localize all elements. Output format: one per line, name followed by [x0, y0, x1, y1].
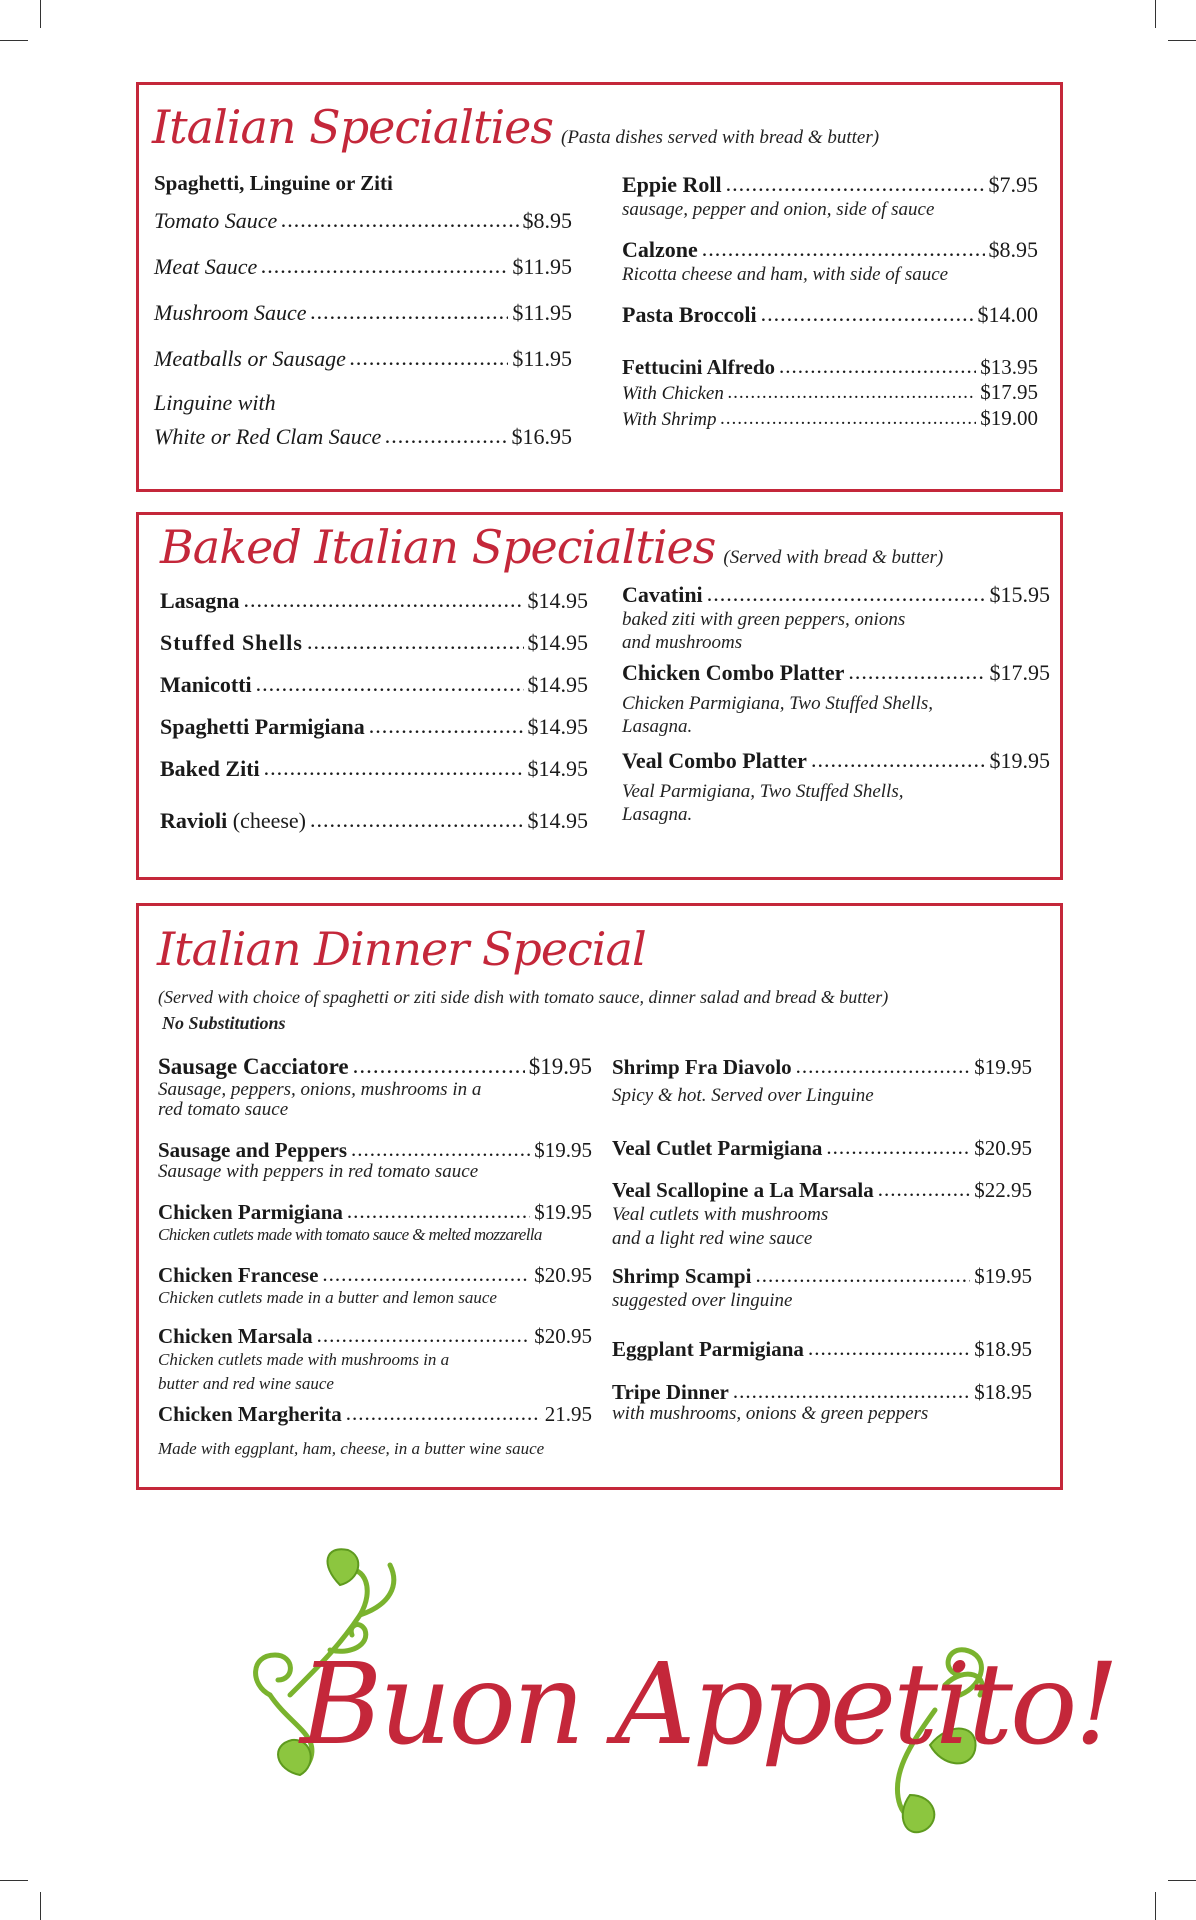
item-name: Fettucini Alfredo: [622, 355, 776, 379]
item-description: Chicken cutlets made with mushrooms in a: [158, 1350, 450, 1369]
menu-item: [154, 300, 572, 326]
item-description: red tomato sauce: [158, 1099, 289, 1120]
item-description: Chicken Parmigiana, Two Stuffed Shells,: [622, 693, 934, 714]
item-name: Chicken Marsala: [158, 1324, 313, 1348]
item-name: Calzone: [622, 237, 698, 262]
menu-item: [622, 172, 1038, 198]
item-description: and a light red wine sauce: [612, 1228, 813, 1249]
item-price: $19.00: [980, 406, 1038, 430]
item-name: Shrimp Scampi: [612, 1264, 752, 1288]
s1-left-column: [154, 170, 572, 450]
item-price: $19.95: [974, 1264, 1032, 1288]
menu-item: [158, 1200, 592, 1224]
menu-item: [612, 1177, 1032, 1203]
crop-mark: [0, 1880, 28, 1881]
item-name: Shrimp Fra Diavolo: [612, 1055, 792, 1079]
menu-item: [160, 808, 588, 834]
item-description: Chicken cutlets made in a butter and lemon sauce: [158, 1288, 497, 1307]
item-name: Baked Ziti: [160, 756, 260, 781]
menu-item: [154, 346, 572, 372]
item-price: $20.95: [534, 1324, 592, 1348]
menu-item: [622, 302, 1038, 328]
item-description: with mushrooms, onions & green peppers: [612, 1403, 929, 1424]
item-name: Veal Cutlet Parmigiana: [612, 1136, 823, 1160]
item-description: Veal cutlets with mushrooms: [612, 1204, 829, 1225]
menu-item: [622, 354, 1038, 380]
item-name: Spaghetti Parmigiana: [160, 714, 365, 739]
item-price: $22.95: [974, 1178, 1032, 1202]
item-name: White or Red Clam Sauce: [154, 424, 382, 449]
menu-item: [160, 672, 588, 698]
dinner-special-title: [157, 922, 646, 976]
crop-mark: [1168, 40, 1196, 41]
s3-right-column: [612, 1054, 1032, 1424]
item-price: $14.95: [527, 630, 588, 655]
item-description: baked ziti with green peppers, onions: [622, 609, 906, 630]
item-name: Tomato Sauce: [154, 208, 278, 233]
menu-item: [612, 1336, 1032, 1362]
menu-item: [160, 756, 588, 782]
item-name: Meat Sauce: [154, 254, 258, 279]
section-note: (Served with bread & butter): [723, 547, 944, 568]
item-name: Chicken Combo Platter: [622, 660, 845, 685]
item-price: $15.95: [989, 582, 1050, 607]
item-price: $11.95: [512, 300, 572, 325]
menu-item: [160, 630, 588, 656]
item-name: Tripe Dinner: [612, 1380, 729, 1404]
item-name: Cavatini: [622, 582, 703, 607]
item-price: $14.95: [527, 808, 588, 833]
crop-mark: [40, 1892, 41, 1920]
menu-item: [622, 660, 1050, 686]
menu-item: [158, 1263, 592, 1287]
item-price: $17.95: [989, 660, 1050, 685]
item-name: Manicotti: [160, 672, 252, 697]
section-note: (Served with choice of spaghetti or ziti side dish with tomato sauce, dinner salad and bread & butter): [158, 987, 889, 1007]
item-price: $14.95: [527, 714, 588, 739]
no-substitutions: No Substitutions: [162, 1013, 286, 1033]
item-description: Veal Parmigiana, Two Stuffed Shells,: [622, 781, 904, 802]
leaf-icon: [903, 1795, 935, 1832]
menu-item: [612, 1054, 1032, 1080]
item-price: $14.95: [527, 672, 588, 697]
item-price: $17.95: [980, 380, 1038, 404]
item-price: $19.95: [974, 1055, 1032, 1079]
item-name: Meatballs or Sausage: [154, 346, 346, 371]
item-description: sausage, pepper and onion, side of sauce: [622, 199, 935, 220]
crop-mark: [1155, 1892, 1156, 1920]
item-name: Sausage and Peppers: [158, 1138, 348, 1162]
menu-item: [158, 1138, 592, 1162]
s2-right-column: [622, 582, 1050, 826]
item-price: 21.95: [544, 1402, 592, 1426]
item-name: Chicken Francese: [158, 1263, 319, 1287]
leaf-icon: [328, 1549, 359, 1585]
item-name-suffix: (cheese): [232, 808, 307, 833]
menu-item: [622, 748, 1050, 774]
item-price: $19.95: [534, 1200, 592, 1224]
menu-item: [154, 208, 572, 234]
item-price: $19.95: [989, 748, 1050, 773]
menu-item: [158, 1324, 592, 1348]
item-price: $14.95: [527, 588, 588, 613]
item-price: $14.95: [527, 756, 588, 781]
item-description: Sausage, peppers, onions, mushrooms in a: [158, 1079, 482, 1100]
linguine-label: Linguine with: [154, 390, 276, 415]
italian-specialties-title: [152, 100, 879, 154]
buon-appetito-signature: Buon Appetito!: [300, 1640, 1117, 1770]
pasta-choice-header: Spaghetti, Linguine or Ziti: [154, 171, 393, 195]
menu-item: [612, 1135, 1032, 1161]
item-price: $8.95: [522, 208, 572, 233]
item-description: Chicken cutlets made with tomato sauce & melted mozzarella: [158, 1225, 542, 1244]
menu-item: [622, 380, 1038, 406]
item-name: Stuffed Shells: [160, 630, 303, 655]
item-name: Veal Combo Platter: [622, 748, 807, 773]
item-name: With Shrimp: [622, 409, 717, 430]
item-price: $11.95: [512, 254, 572, 279]
item-price: $8.95: [988, 237, 1038, 262]
menu-item: [622, 406, 1038, 432]
section-title-text: Italian Specialties: [152, 100, 553, 154]
item-price: $18.95: [974, 1337, 1032, 1361]
item-price: $20.95: [974, 1136, 1032, 1160]
item-description: Lasagna.: [622, 804, 693, 825]
menu-item: [158, 1402, 592, 1426]
item-name: Pasta Broccoli: [622, 302, 757, 327]
item-description: Spicy & hot. Served over Linguine: [612, 1085, 874, 1106]
crop-mark: [1168, 1880, 1196, 1881]
item-description: and mushrooms: [622, 632, 743, 653]
menu-item: [612, 1263, 1032, 1289]
item-name: Mushroom Sauce: [154, 300, 307, 325]
item-price: $7.95: [988, 172, 1038, 197]
item-name: Veal Scallopine a La Marsala: [612, 1178, 874, 1202]
item-price: $19.95: [528, 1054, 592, 1079]
crop-mark: [40, 0, 41, 28]
item-name: Lasagna: [160, 588, 240, 613]
item-name: With Chicken: [622, 383, 724, 404]
section-note: (Pasta dishes served with bread & butter): [561, 127, 880, 148]
item-description: Lasagna.: [622, 716, 693, 737]
item-price: $19.95: [534, 1138, 592, 1162]
item-name: Chicken Margherita: [158, 1402, 342, 1426]
item-description: Sausage with peppers in red tomato sauce: [158, 1161, 479, 1182]
s1-right-column: [622, 172, 1038, 432]
s3-left-column: [158, 1054, 592, 1459]
item-name: Eggplant Parmigiana: [612, 1337, 804, 1361]
item-name: Sausage Cacciatore: [158, 1054, 349, 1079]
vine-curl: [256, 1655, 291, 1695]
baked-specialties-title: [160, 520, 943, 574]
menu-item: [160, 588, 588, 614]
section-title-text: Italian Dinner Special: [157, 922, 646, 976]
item-description: Ricotta cheese and ham, with side of sauce: [622, 264, 949, 285]
item-name: Chicken Parmigiana: [158, 1200, 343, 1224]
menu-item: [154, 424, 572, 450]
item-description: butter and red wine sauce: [158, 1374, 334, 1393]
item-price: $11.95: [512, 346, 572, 371]
menu-item: [160, 714, 588, 740]
item-name: Ravioli: [160, 808, 228, 833]
item-description: suggested over linguine: [612, 1290, 793, 1311]
menu-item: [622, 582, 1050, 608]
s2-left-column: [160, 588, 588, 834]
item-price: $13.95: [980, 355, 1038, 379]
item-price: $20.95: [534, 1263, 592, 1287]
menu-item: [158, 1054, 592, 1080]
item-description: Made with eggplant, ham, cheese, in a butter wine sauce: [158, 1439, 545, 1458]
section-title-text: Baked Italian Specialties: [160, 520, 716, 574]
menu-item: [622, 237, 1038, 263]
item-price: $16.95: [511, 424, 572, 449]
crop-mark: [1155, 0, 1156, 28]
item-price: $18.95: [974, 1380, 1032, 1404]
menu-item: [612, 1380, 1032, 1404]
crop-mark: [0, 40, 28, 41]
item-price: $14.00: [977, 302, 1038, 327]
item-name: Eppie Roll: [622, 172, 722, 197]
menu-item: [154, 254, 572, 280]
